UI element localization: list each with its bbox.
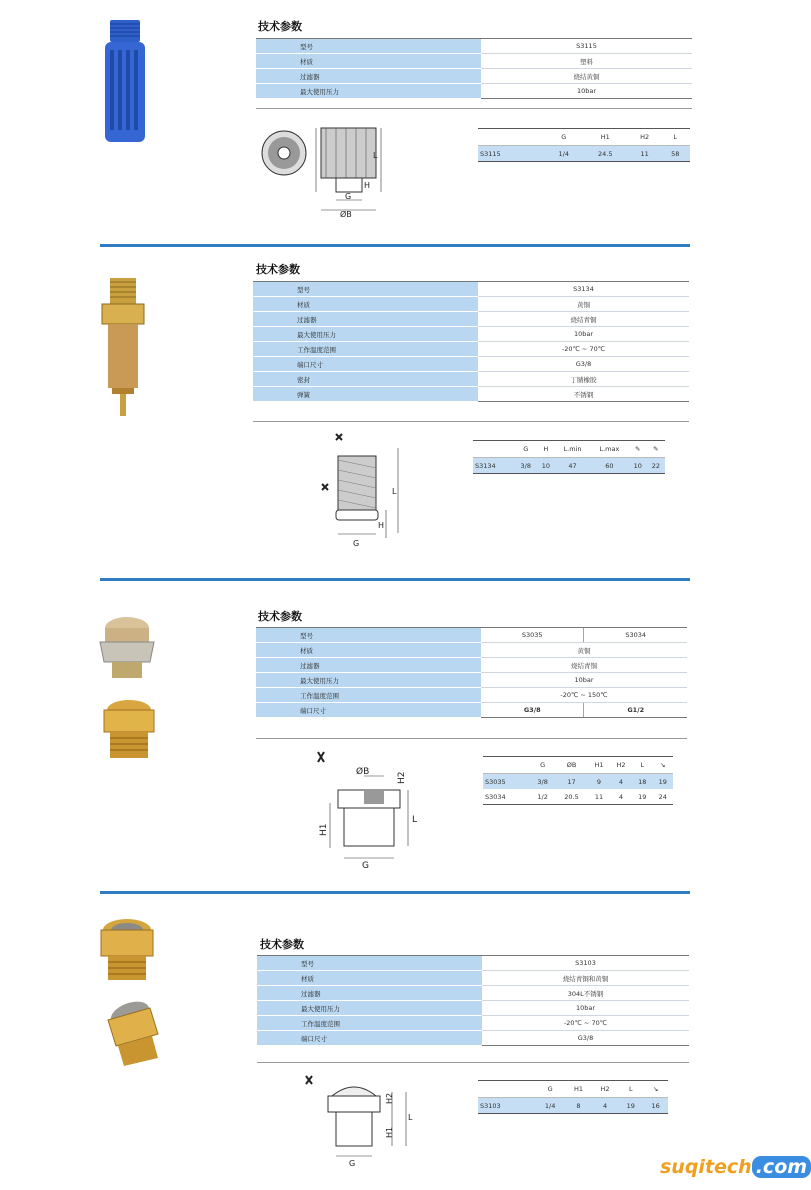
dim-label-h: H (364, 181, 371, 190)
logo-text: suqitech (660, 1156, 752, 1178)
spec-row: 过滤器 烧结青铜 (256, 658, 687, 673)
dim-label-g: G (353, 539, 360, 548)
logo-domain: .com (752, 1156, 811, 1178)
spec-row: 弹簧 不锈钢 (253, 387, 689, 402)
dim-header-row: G H1 H2 L ↘ (478, 1081, 668, 1098)
wrench-icon: ↘ (643, 1081, 668, 1098)
spec-title: 技术参数 (258, 610, 302, 623)
dimension-table (473, 440, 665, 474)
dim-label-l: L (408, 1113, 413, 1122)
spec-row: 材质 塑料 (256, 54, 692, 69)
spec-row: 最大使用压力 10bar (256, 84, 692, 99)
spec-table (253, 281, 689, 402)
technical-drawing (318, 428, 408, 550)
dim-header-row: G H L.min L.max ✎ ✎ (473, 441, 665, 458)
wrench-icon: ↘ (652, 757, 673, 774)
spec-row: 型号 S3035 S3034 (256, 628, 687, 643)
dim-row: S3035 3/8 17 9 4 18 19 (483, 774, 673, 790)
wrench-icon: ✎ (629, 441, 647, 458)
dim-label-h1: H1 (319, 823, 329, 836)
dim-label-h2: H2 (397, 771, 407, 784)
dim-row: S3115 1/4 24.5 11 58 (478, 146, 690, 162)
brass-mesh-silencer-image (100, 998, 162, 1068)
spec-row: 过滤器 烧结青铜 (253, 312, 689, 327)
spec-row: 最大使用压力 10bar (253, 327, 689, 342)
spec-row: 型号 S3103 (257, 956, 689, 971)
spec-table (257, 955, 689, 1046)
dim-header-row: G ØB H1 H2 L ↘ (483, 757, 673, 774)
technical-drawing (256, 118, 391, 218)
spec-table (256, 627, 687, 718)
section-separator (100, 244, 690, 247)
spec-table (256, 38, 692, 99)
spec-row: 密封 丁腈橡胶 (253, 372, 689, 387)
brass-silencer-image (96, 612, 158, 684)
dimension-table (478, 128, 690, 162)
dim-label-g: G (345, 192, 352, 201)
dimension-table (483, 756, 673, 805)
spec-row: 端口尺寸 G3/8 (253, 357, 689, 372)
dim-label-h1: H1 (385, 1126, 394, 1138)
divider (256, 738, 687, 739)
spec-row: 端口尺寸 G3/8 G1/2 (256, 703, 687, 718)
spec-row: 最大使用压力 10bar (256, 673, 687, 688)
section-separator (100, 578, 690, 581)
dim-row: S3103 1/4 8 4 19 16 (478, 1098, 668, 1114)
dim-label-b: ØB (340, 210, 352, 219)
brass-silencer-image (100, 696, 158, 764)
dim-label-l: L (373, 151, 378, 160)
dim-label-h2: H2 (385, 1092, 394, 1104)
spec-row: 工作温度范围 -20℃ ~ 70℃ (257, 1016, 689, 1031)
spec-title: 技术参数 (258, 20, 302, 33)
spec-title: 技术参数 (256, 263, 300, 276)
spec-row: 最大使用压力 10bar (257, 1001, 689, 1016)
spec-row: 端口尺寸 G3/8 (257, 1031, 689, 1046)
spec-row: 过滤器 304L不锈钢 (257, 986, 689, 1001)
blue-plastic-silencer-image (100, 20, 150, 145)
spec-row: 材质 黄铜 (253, 297, 689, 312)
technical-drawing (296, 1072, 416, 1172)
divider (256, 108, 692, 109)
dim-label-b: ØB (356, 767, 370, 777)
wrench-icon: ✎ (647, 441, 665, 458)
dim-label-g: G (349, 1159, 356, 1168)
spec-row: 材质 烧结青铜和黄铜 (257, 971, 689, 986)
spec-row: 材质 黄铜 (256, 643, 687, 658)
dimension-table (478, 1080, 668, 1114)
divider (257, 1062, 689, 1063)
spec-row: 工作温度范围 -20℃ ~ 70℃ (253, 342, 689, 357)
dim-label-h: H (378, 521, 385, 530)
technical-drawing (308, 748, 428, 870)
brass-mesh-silencer-image (96, 916, 158, 986)
section-separator (100, 891, 690, 894)
spec-row: 型号 S3115 (256, 39, 692, 54)
spec-row: 过滤器 烧结黄铜 (256, 69, 692, 84)
dim-row: S3134 3/8 10 47 60 10 22 (473, 458, 665, 474)
divider (253, 421, 689, 422)
dim-header-row: G H1 H2 L (478, 129, 690, 146)
dim-label-l: L (392, 487, 397, 496)
spec-title: 技术参数 (260, 938, 304, 951)
dim-row: S3034 1/2 20.5 11 4 19 24 (483, 789, 673, 805)
brass-sintered-silencer-image (98, 278, 148, 420)
dim-label-g: G (362, 861, 369, 871)
spec-row: 型号 S3134 (253, 282, 689, 297)
spec-row: 工作温度范围 -20℃ ~ 150℃ (256, 688, 687, 703)
dim-label-l: L (412, 815, 418, 825)
site-logo[interactable] (660, 1156, 811, 1178)
